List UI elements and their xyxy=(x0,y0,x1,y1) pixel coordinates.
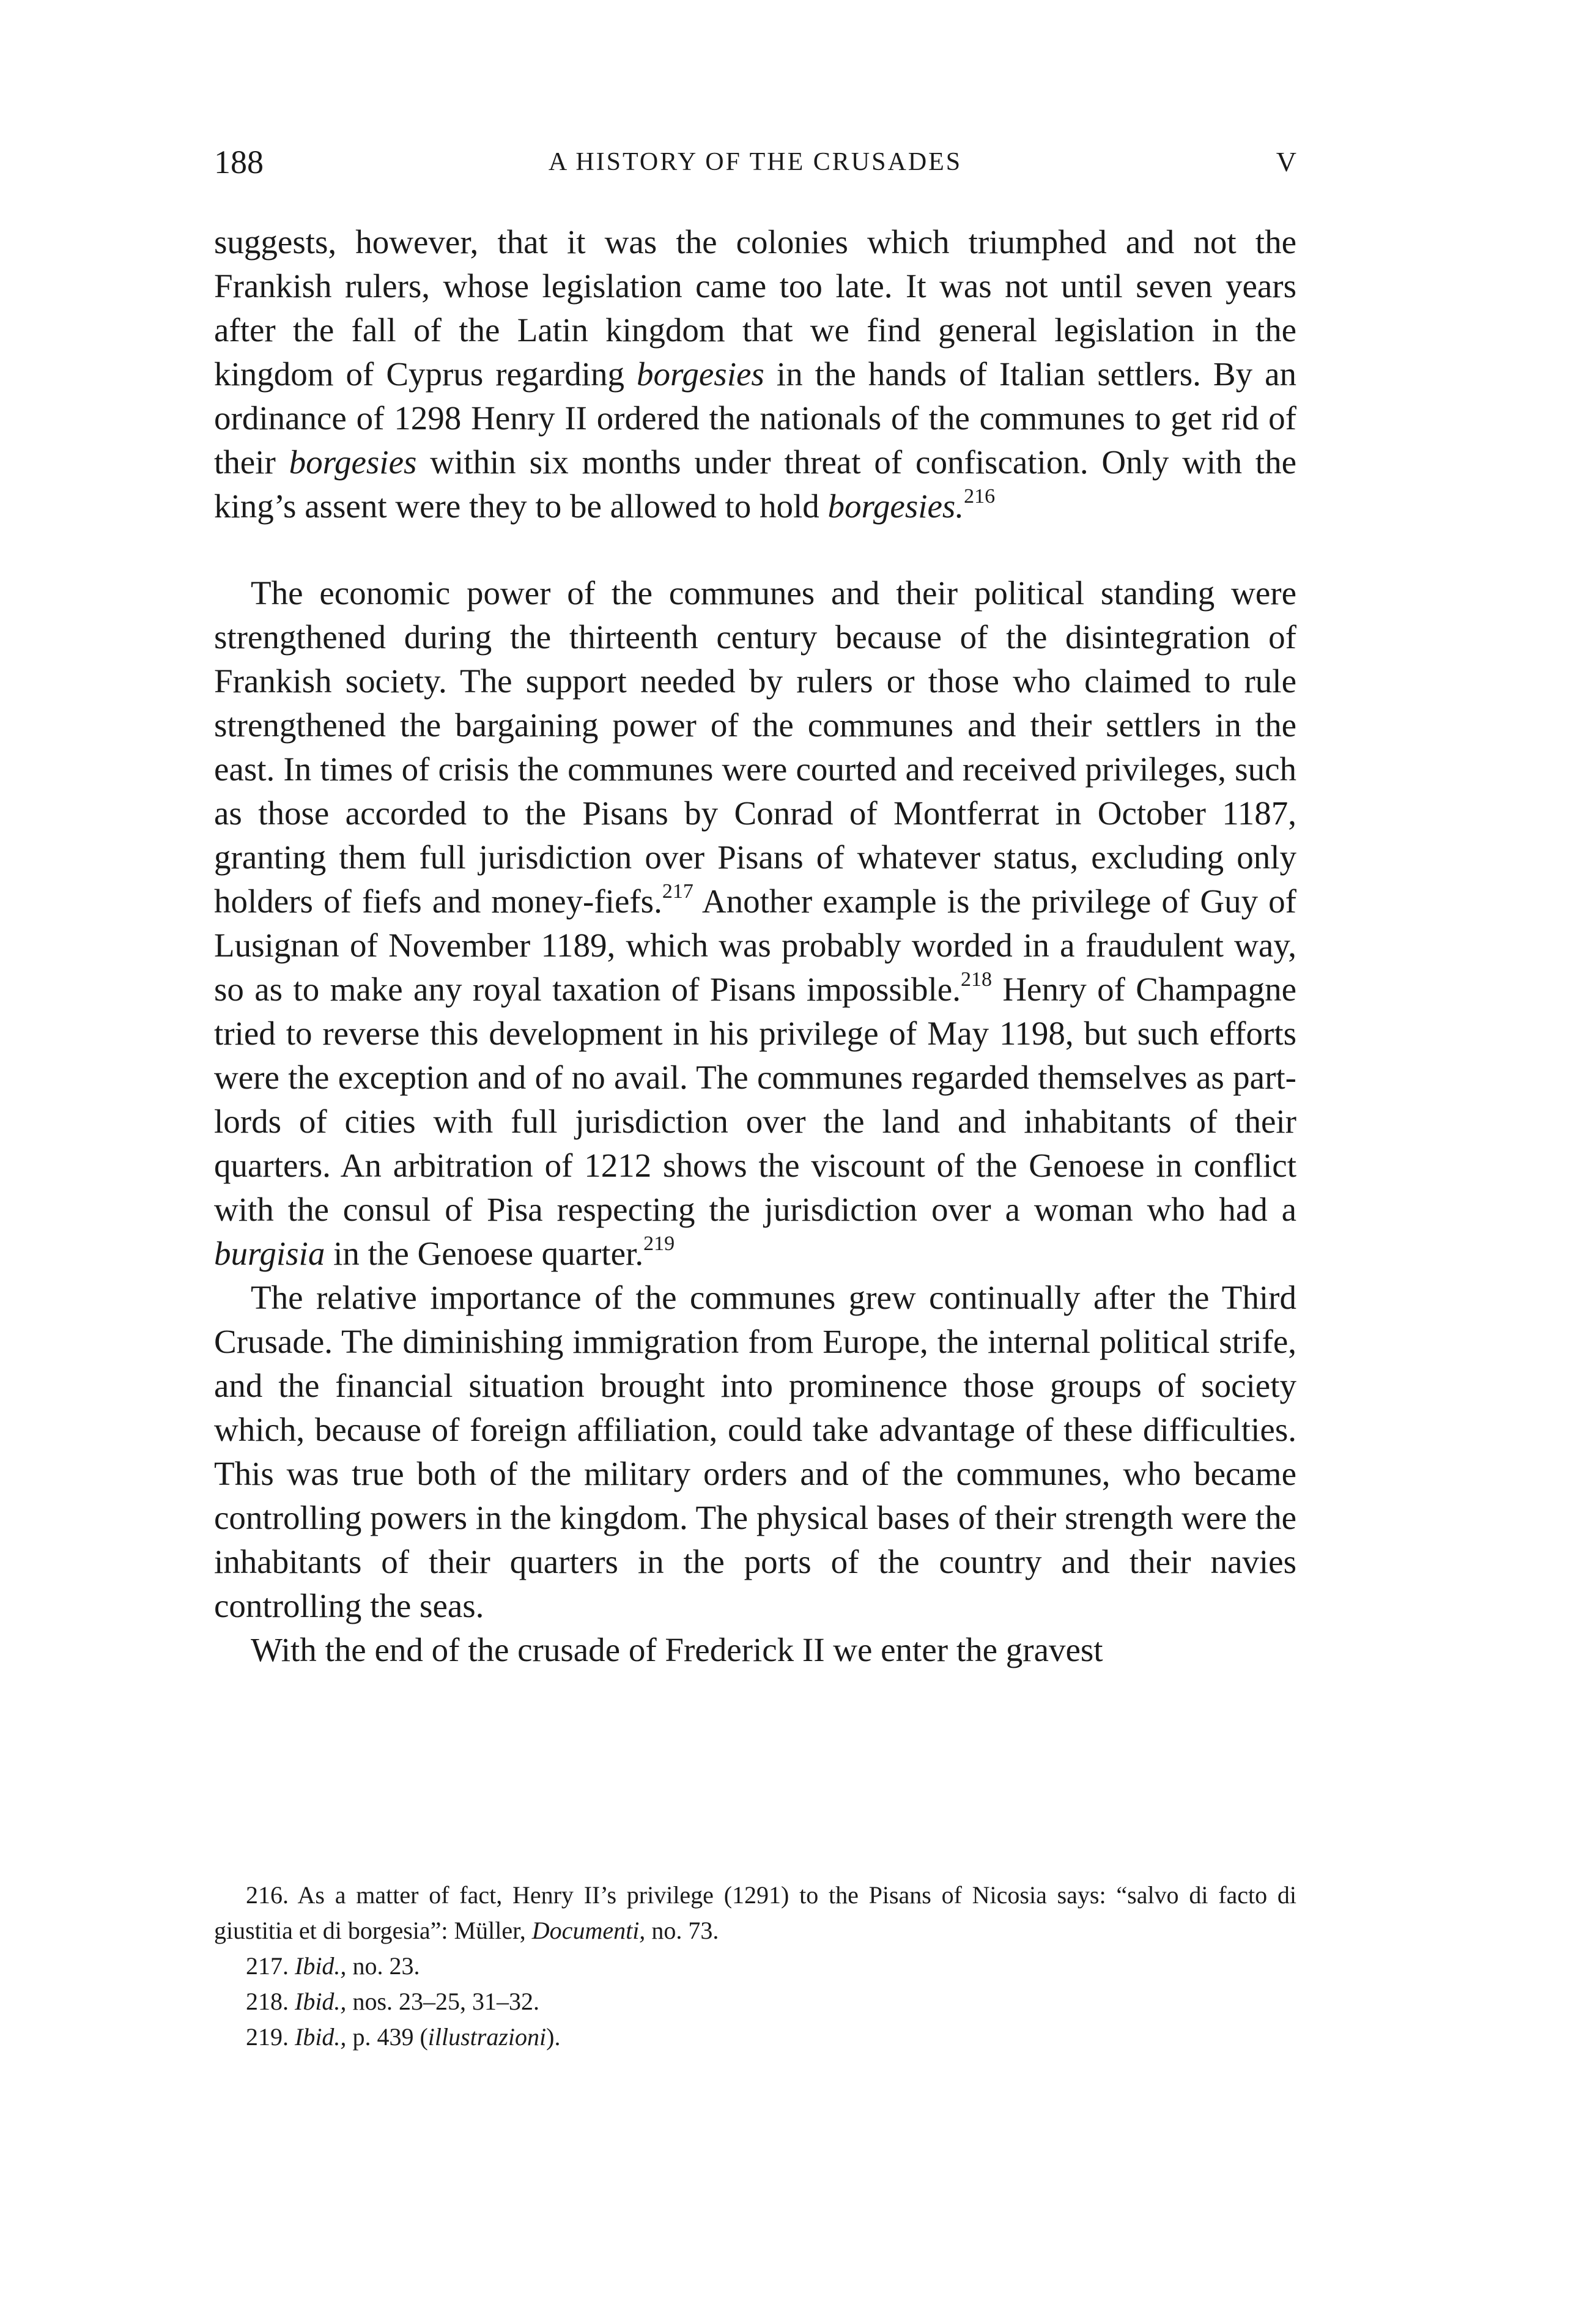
footnote-ref-217: 217 xyxy=(662,880,693,903)
paragraph-2-text-a: The economic power of the communes and their political standing were strengthened during the thirteenth century because of the disintegration of Frankish society. The support needed by rulers or those who claimed to rule strengthened the bargaining power of the communes and their settlers in the east. In times of crisis the communes were courted and received privileges, such as those accorded to the Pisans by Conrad of Montferrat in October 1187, granting them full jurisdiction over Pisans of whatever status, excluding only holders of fiefs and money-fiefs. xyxy=(214,574,1296,920)
paragraph-2-text-e: in the Genoese quarter. xyxy=(325,1235,644,1272)
italic-term: burgisia xyxy=(214,1235,325,1272)
footnote-ref-218: 218 xyxy=(960,968,992,991)
paragraph-2 xyxy=(214,571,1296,1276)
footnote-number: 219. xyxy=(246,2023,289,2051)
paragraph-1 xyxy=(214,220,1296,528)
page-number: 188 xyxy=(214,144,264,180)
italic-term: borgesies. xyxy=(827,487,964,525)
footnotes xyxy=(214,1878,1296,2055)
paragraph-2-text-c: Henry of Champagne tried to reverse this development in his privilege of May 1198, but such efforts were the exception and of no avail. The communes regarded themselves as part-lords of cities with full jurisdiction over the land and inhabitants of their quarters. An arbitration of 1212 shows the viscount of the Genoese in conflict with the consul of Pisa respecting the jurisdiction over a woman who had a xyxy=(214,971,1297,1228)
running-title: A HISTORY OF THE CRUSADES xyxy=(548,148,963,176)
footnote-text: nos. 23–25, 31–32. xyxy=(346,1988,540,2015)
italic-term: borgesies xyxy=(289,443,417,481)
paragraph-2-text-b: Another example is the privilege of Guy of Lusignan of November 1189, which was probably worded in a fraudulent way, so as to make any royal taxation of Pisans impossible. xyxy=(214,883,1296,1008)
footnote-218 xyxy=(214,1984,1296,2019)
footnote-ref-216: 216 xyxy=(964,485,996,508)
footnote-italic: Ibid., xyxy=(295,1952,347,1980)
body-text xyxy=(214,220,1296,1672)
footnote-italic: Ibid., xyxy=(295,2023,347,2051)
paragraph-1-text-e: within six months under threat of confiscation. Only with the king’s assent were they to be allowed to hold xyxy=(214,443,1296,525)
footnote-217 xyxy=(214,1948,1296,1984)
footnote-italic: Ibid., xyxy=(295,1988,347,2015)
footnote-text: As a matter of fact, Henry II’s privilege (1291) to the Pisans of Nicosia says: “salvo di facto di giustitia et di borgesia”: Müller, xyxy=(214,1881,1296,1944)
footnote-number: 217. xyxy=(246,1952,289,1980)
paragraph-1-text-a: suggests, however, that it was the colonies which triumphed and not the Frankish rulers, whose legislation came too late. It was not until seven years after the fall of the Latin kingdom that we find general legislation in the kingdom of Cyprus regarding xyxy=(214,223,1296,393)
paragraph-1-text-c: in the hands of Italian settlers. By an ordinance of 1298 Henry II ordered the nationals of the communes to get rid of their xyxy=(214,355,1296,481)
footnote-text: p. 439 ( xyxy=(346,2023,428,2051)
paragraph-3: The relative importance of the communes grew continually after the Third Crusade. The diminishing immigration from Europe, the internal political strife, and the financial situation brought into prominence those groups of society which, because of foreign affiliation, could take advantage of these difficulties. This was true both of the military orders and of the communes, who became controlling powers in the kingdom. The physical bases of their strength were the inhabitants of their quarters in the ports of the country and their navies controlling the seas. xyxy=(214,1279,1296,1624)
footnote-number: 216. xyxy=(246,1881,289,1909)
running-head xyxy=(214,141,1296,183)
footnote-219 xyxy=(214,2019,1296,2055)
footnote-text: no. 73. xyxy=(645,1917,719,1944)
footnote-italic: illustrazioni xyxy=(427,2023,547,2051)
footnote-ref-219: 219 xyxy=(643,1232,675,1255)
footnote-216 xyxy=(214,1878,1296,1948)
footnote-text: no. 23. xyxy=(346,1952,420,1980)
volume-number: V xyxy=(1276,146,1296,177)
italic-term: borgesies xyxy=(637,355,764,393)
footnote-number: 218. xyxy=(246,1988,289,2015)
footnote-text: ). xyxy=(546,2023,561,2051)
footnote-italic: Documenti, xyxy=(531,1917,646,1944)
paragraph-4: With the end of the crusade of Frederick II we enter the gravest xyxy=(251,1631,1103,1668)
book-page xyxy=(214,0,1296,2324)
